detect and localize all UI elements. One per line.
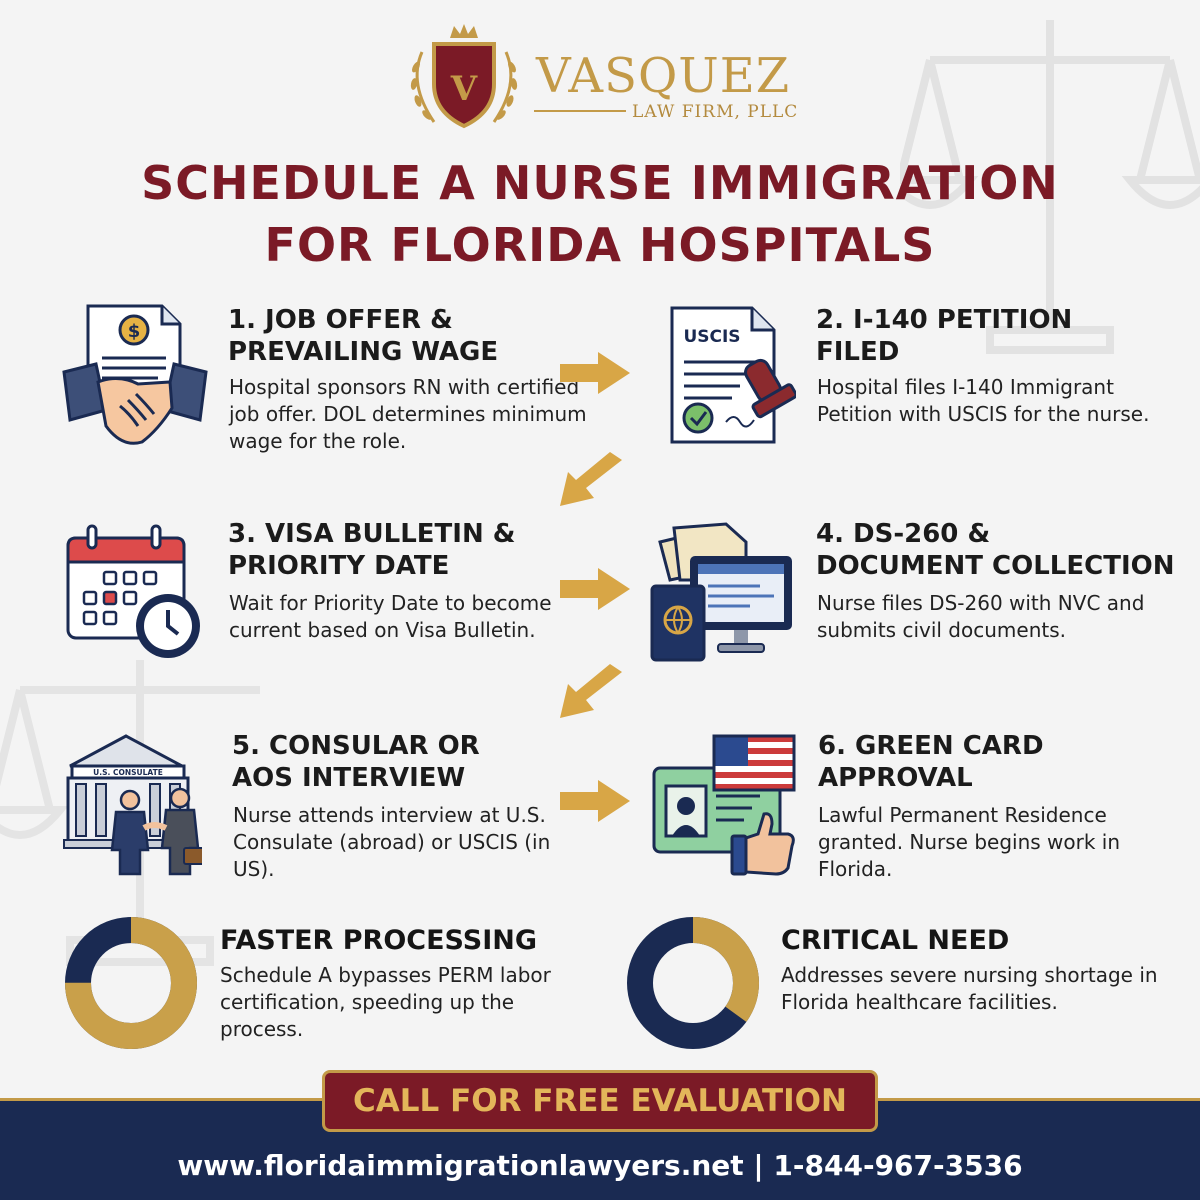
green-card-flag-icon xyxy=(652,734,798,876)
firm-subtitle: LAW FIRM, PLLC xyxy=(632,102,799,122)
stat-2-description: Addresses severe nursing shortage in Florida healthcare facilities. xyxy=(781,963,1158,1014)
arrow-down-left-icon xyxy=(558,662,624,720)
firm-name: VASQUEZ xyxy=(536,48,791,104)
uscis-document-stamp-icon xyxy=(668,304,796,448)
svg-text:USCIS: USCIS xyxy=(683,327,741,347)
step-6-description: Lawful Permanent Residence granted. Nurse begins work in Florida. xyxy=(818,803,1121,881)
step-1-title-line-1: 1. JOB OFFER & xyxy=(228,305,453,335)
calendar-clock-icon xyxy=(64,522,204,662)
step-2-description: Hospital files I-140 Immigrant Petition with USCIS for the nurse. xyxy=(817,375,1150,426)
step-5-title-line-2: AOS INTERVIEW xyxy=(232,763,466,793)
consulate-interview-icon xyxy=(62,732,202,878)
page-title-line-2: FOR FLORIDA HOSPITALS xyxy=(264,218,936,272)
step-3-title-line-1: 3. VISA BULLETIN & xyxy=(228,519,516,549)
step-3-description: Wait for Priority Date to become current based on Visa Bulletin. xyxy=(229,591,552,642)
step-1-title-line-2: PREVAILING WAGE xyxy=(228,337,499,367)
svg-text:$: $ xyxy=(127,321,141,342)
step-1-description: Hospital sponsors RN with certified job offer. DOL determines minimum wage for the role. xyxy=(229,375,587,453)
step-4-description: Nurse files DS-260 with NVC and submits civil documents. xyxy=(817,591,1145,642)
crest-icon xyxy=(404,22,524,134)
faster-processing-donut xyxy=(62,914,200,1052)
step-2-title-line-2: FILED xyxy=(816,337,900,367)
arrow-right-icon xyxy=(558,778,632,824)
arrow-right-icon xyxy=(558,350,632,396)
step-6-title-line-2: APPROVAL xyxy=(818,763,973,793)
step-6-title-line-1: 6. GREEN CARD xyxy=(818,731,1044,761)
handshake-contract-icon xyxy=(62,302,208,452)
step-4-title-line-1: 4. DS-260 & xyxy=(816,519,991,549)
critical-need-donut xyxy=(624,914,762,1052)
logo-divider xyxy=(534,110,626,112)
stat-2-title: CRITICAL NEED xyxy=(781,925,1010,956)
svg-text:V: V xyxy=(450,69,478,109)
stat-1-title: FASTER PROCESSING xyxy=(220,925,538,956)
step-3-title-line-2: PRIORITY DATE xyxy=(228,551,450,581)
step-2-title-line-1: 2. I-140 PETITION xyxy=(816,305,1073,335)
page-title-line-1: SCHEDULE A NURSE IMMIGRATION xyxy=(141,156,1059,210)
step-4-title-line-2: DOCUMENT COLLECTION xyxy=(816,551,1175,581)
arrow-down-left-icon xyxy=(558,450,624,508)
passport-computer-icon xyxy=(650,520,796,664)
free-evaluation-button[interactable]: CALL FOR FREE EVALUATION xyxy=(322,1070,878,1132)
step-5-description: Nurse attends interview at U.S. Consulate (abroad) or USCIS (in US). xyxy=(233,803,551,881)
svg-text:U.S. CONSULATE: U.S. CONSULATE xyxy=(93,768,163,777)
firm-logo[interactable] xyxy=(404,22,804,134)
stat-1-description: Schedule A bypasses PERM labor certification, speeding up the process. xyxy=(220,963,551,1041)
footer-contact-link[interactable]: www.floridaimmigrationlawyers.net | 1-844-967-3536 xyxy=(177,1149,1023,1182)
step-5-title-line-1: 5. CONSULAR OR xyxy=(232,731,480,761)
